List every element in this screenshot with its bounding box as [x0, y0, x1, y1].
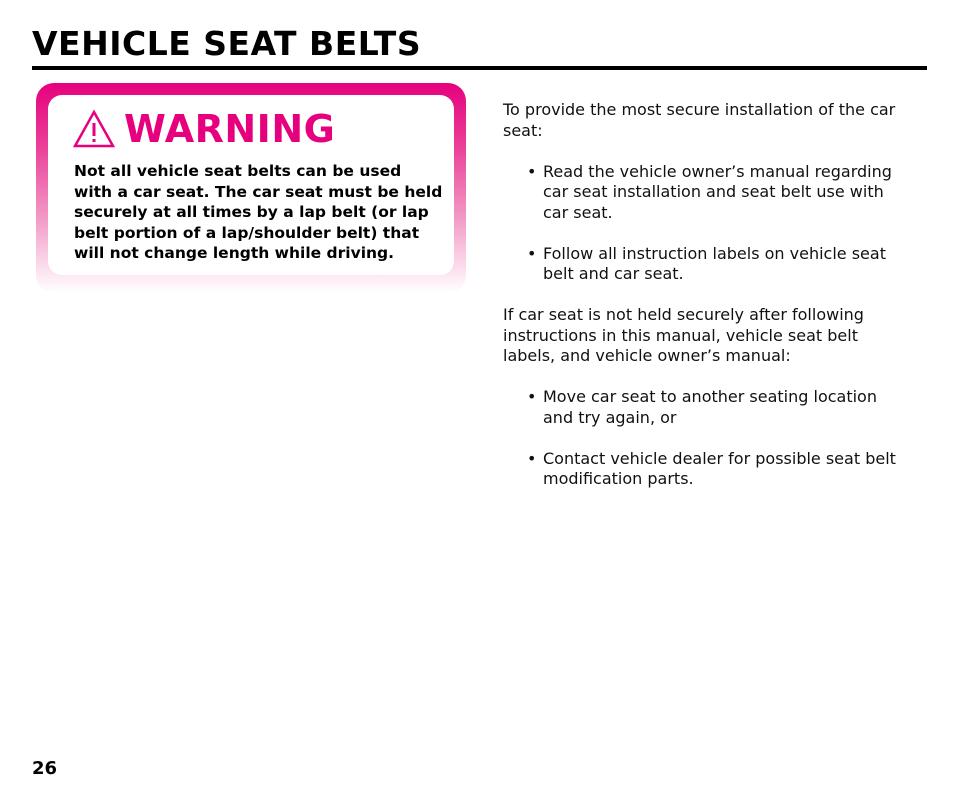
fallback-step-item: • Move car seat to another seating location and try again, or [503, 387, 908, 428]
step-item: • Follow all instruction labels on vehicle seat belt and car seat. [503, 244, 908, 285]
warning-box [36, 83, 466, 293]
fallback-paragraph: If car seat is not held securely after following instructions in this manual, vehicle seat belt labels, and vehicle owner’s manual: [503, 305, 864, 365]
instructions [503, 100, 908, 490]
fallback-step-item: • Contact vehicle dealer for possible seat belt modification parts. [503, 449, 908, 490]
fallback-steps-list [503, 387, 908, 490]
warning-text: Not all vehicle seat belts can be used with a car seat. The car seat must be held securely at all times by a lap belt (or lap belt portion of a lap/shoulder belt) that will not change length while driving. [74, 162, 443, 262]
warning-triangle-icon [72, 109, 116, 149]
title-rule [32, 66, 927, 70]
step-item: • Read the vehicle owner’s manual regarding car seat installation and seat belt use with car seat. [503, 162, 908, 224]
warning-label: WARNING [124, 107, 336, 151]
page-number: 26 [32, 758, 58, 779]
intro-paragraph: To provide the most secure installation of the car seat: [503, 100, 896, 140]
page-title: VEHICLE SEAT BELTS [32, 24, 422, 63]
warning-panel [48, 95, 454, 275]
warning-header [72, 107, 335, 151]
steps-list [503, 162, 908, 285]
